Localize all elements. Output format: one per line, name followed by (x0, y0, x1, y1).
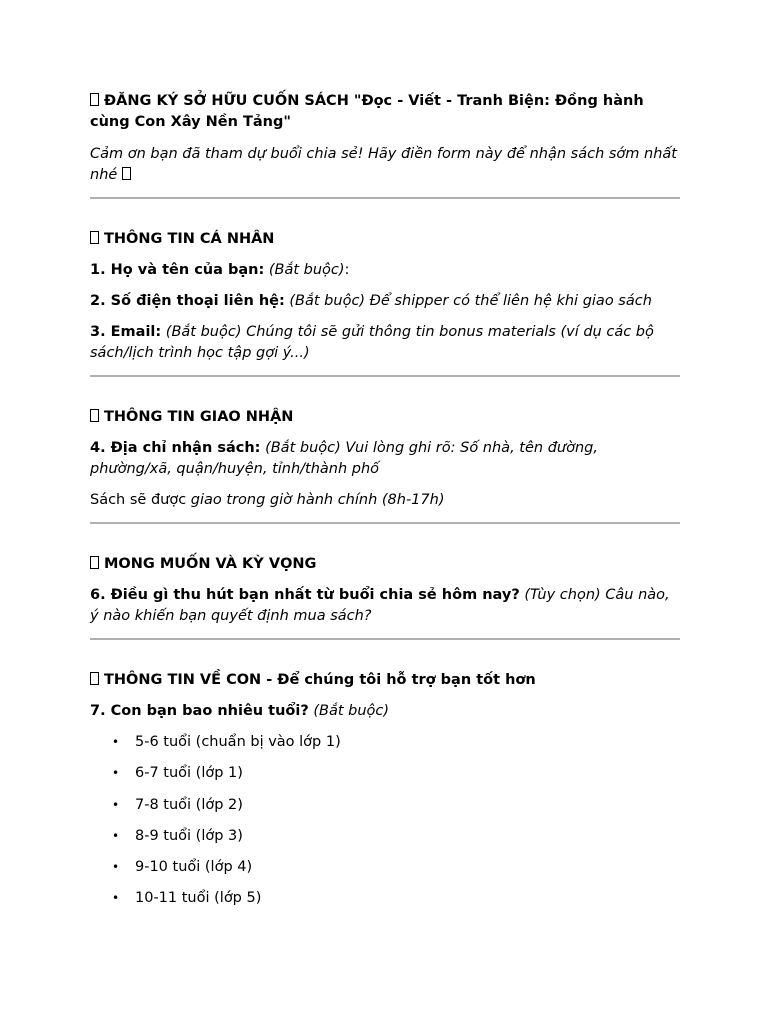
missing-glyph-icon (90, 231, 99, 244)
question-note: (Bắt buộc) Vui lòng ghi rõ: Số nhà, tên đường, phường/xã, quận/huyện, tỉnh/thành phố (90, 440, 598, 477)
section-title-expectations (90, 554, 680, 575)
section-divider (90, 638, 680, 640)
section-title-text: MONG MUỐN VÀ KỲ VỌNG (104, 556, 317, 572)
question-note: (Tùy chọn) Câu nào, ý nào khiến bạn quyết định mua sách? (90, 587, 670, 624)
bullet-icon: • (112, 797, 120, 812)
missing-glyph-icon (90, 672, 99, 685)
section-title-personal-info (90, 229, 680, 250)
question-phone (90, 291, 680, 312)
section-title-text: THÔNG TIN VỀ CON - Để chúng tôi hỗ trợ bạn tốt hơn (104, 672, 536, 688)
list-item (90, 795, 680, 816)
form-subtitle-text: Cảm ơn bạn đã tham dự buổi chia sẻ! Hãy điền form này để nhận sách sớm nhất nhé (90, 146, 677, 183)
section-divider (90, 197, 680, 199)
bullet-icon: • (112, 766, 120, 781)
section-title-child-info (90, 670, 680, 691)
question-full-name (90, 260, 680, 281)
option-label: 10-11 tuổi (lớp 5) (135, 890, 262, 907)
list-item (90, 857, 680, 878)
question-note: (Bắt buộc) Để shipper có thể liên hệ khi giao sách (289, 293, 652, 309)
question-label: 3. Email: (90, 324, 162, 340)
bullet-icon: • (112, 828, 120, 843)
question-label: 4. Địa chỉ nhận sách: (90, 440, 261, 456)
option-label: 9-10 tuổi (lớp 4) (135, 859, 253, 876)
question-child-age (90, 701, 680, 722)
delivery-note-plain: Sách sẽ được (90, 492, 191, 508)
missing-glyph-icon (90, 93, 99, 106)
question-email (90, 322, 680, 364)
bullet-icon: • (112, 735, 120, 749)
option-label: 8-9 tuổi (lớp 3) (135, 827, 243, 844)
missing-glyph-icon (90, 556, 99, 569)
question-note: (Bắt buộc) (313, 703, 390, 719)
section-divider (90, 375, 680, 377)
question-label: 1. Họ và tên của bạn: (90, 262, 265, 278)
form-subtitle (90, 144, 680, 186)
option-label: 5-6 tuổi (chuẩn bị vào lớp 1) (135, 734, 341, 750)
list-item (90, 763, 680, 784)
question-address (90, 438, 680, 480)
section-title-text: THÔNG TIN CÁ NHÂN (104, 231, 275, 247)
bullet-icon: • (112, 891, 120, 906)
delivery-note (90, 490, 680, 511)
form-title-text: ĐĂNG KÝ SỞ HỮU CUỐN SÁCH "Đọc - Viết - Tranh Biện: Đồng hành cùng Con Xây Nền Tảng" (90, 93, 644, 130)
document-page (90, 91, 680, 920)
form-title (90, 91, 680, 133)
question-label: 2. Số điện thoại liên hệ: (90, 293, 285, 309)
section-title-text: THÔNG TIN GIAO NHẬN (104, 409, 294, 425)
missing-glyph-icon (122, 167, 131, 180)
question-label: 7. Con bạn bao nhiêu tuổi? (90, 703, 309, 719)
question-note: (Bắt buộc) Chúng tôi sẽ gửi thông tin bonus materials (ví dụ các bộ sách/lịch trình học tập gợi ý...) (90, 324, 654, 361)
child-age-options (90, 732, 680, 909)
list-item (90, 888, 680, 909)
question-suffix: : (344, 262, 350, 278)
question-attraction (90, 585, 680, 627)
missing-glyph-icon (90, 409, 99, 422)
option-label: 7-8 tuổi (lớp 2) (135, 796, 243, 813)
bullet-icon: • (112, 860, 120, 875)
section-divider (90, 522, 680, 524)
delivery-note-italic: giao trong giờ hành chính (8h-17h) (190, 492, 445, 508)
question-label: 6. Điều gì thu hút bạn nhất từ buổi chia sẻ hôm nay? (90, 587, 520, 603)
section-title-delivery-info (90, 407, 680, 428)
option-label: 6-7 tuổi (lớp 1) (135, 765, 243, 782)
list-item (90, 826, 680, 847)
question-note: (Bắt buộc) (268, 262, 345, 278)
list-item (90, 732, 680, 753)
